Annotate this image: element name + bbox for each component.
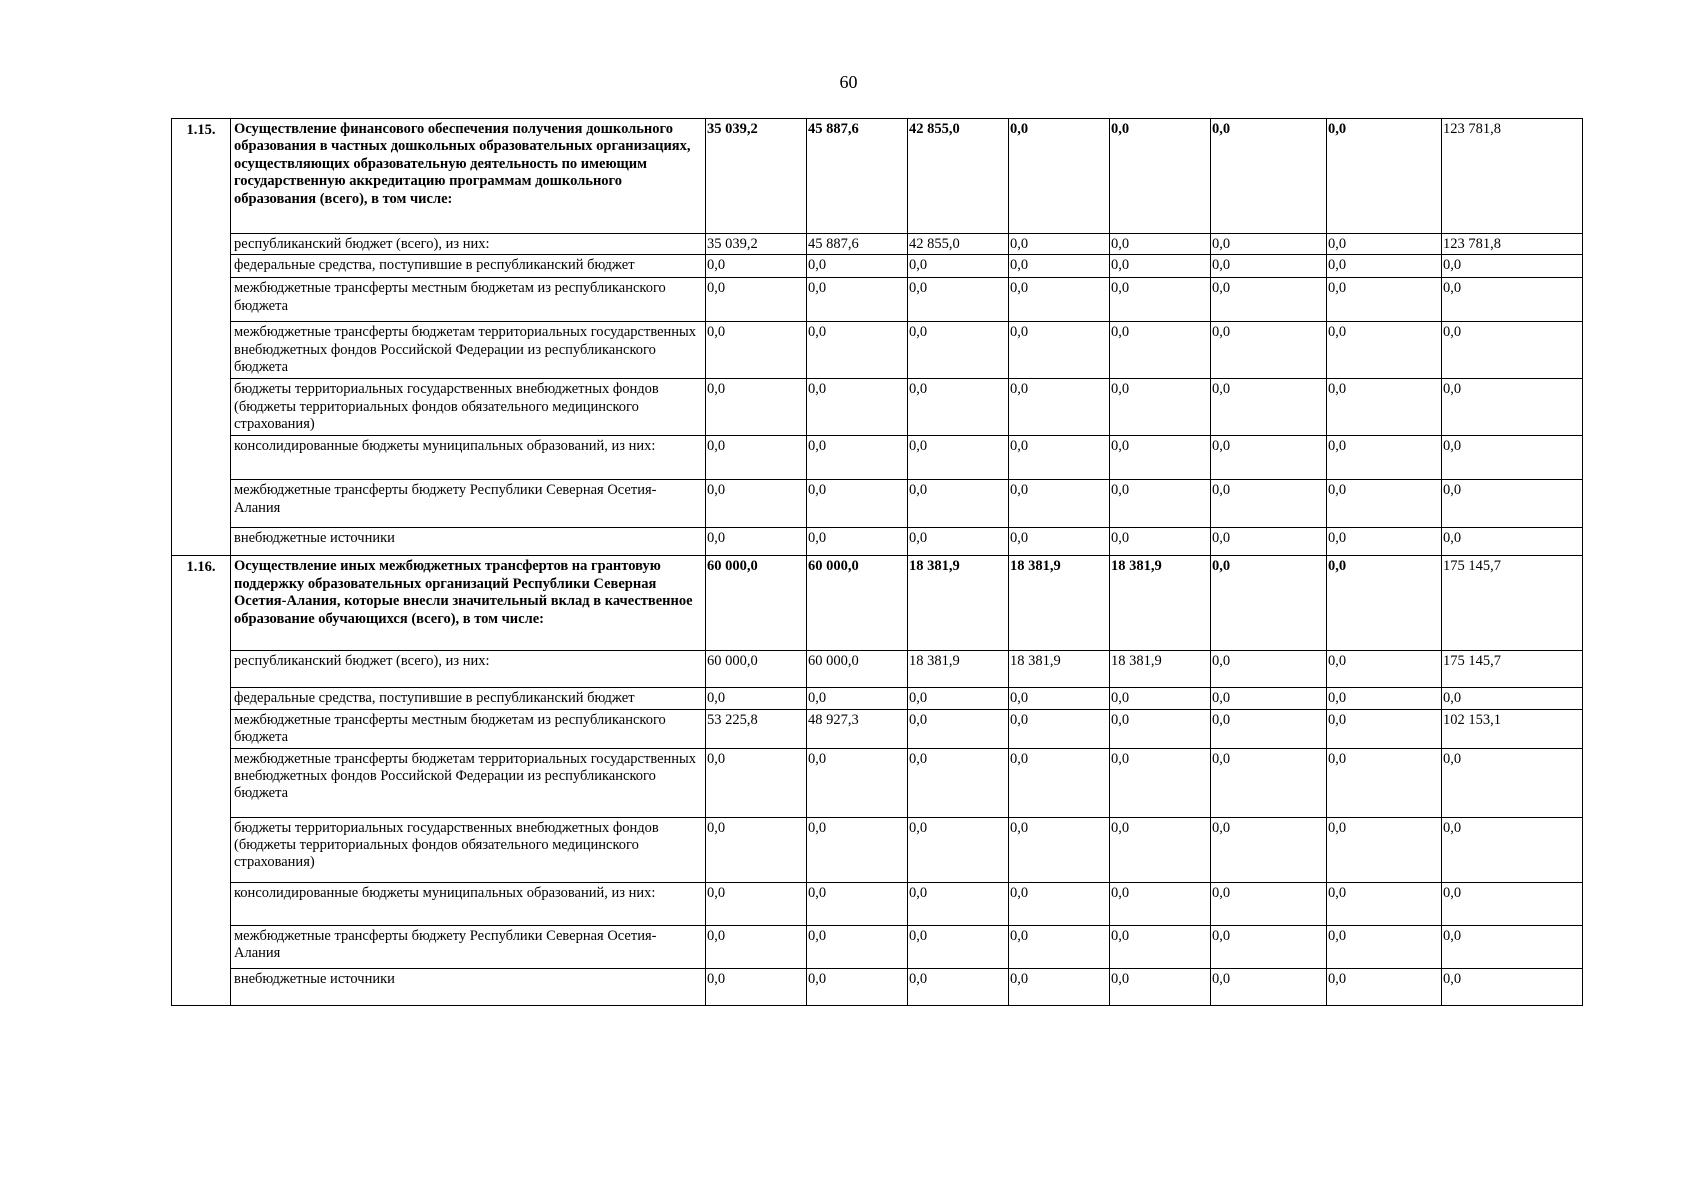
value-cell: 0,0 [706,528,807,556]
section-value-cell: 175 145,7 [1442,556,1583,651]
value-cell: 0,0 [706,278,807,322]
value-cell: 0,0 [908,436,1009,480]
value-cell: 0,0 [706,968,807,1005]
table-row [172,322,1583,379]
value-cell: 0,0 [1009,968,1110,1005]
value-cell: 0,0 [908,278,1009,322]
value-cell: 175 145,7 [1442,651,1583,688]
value-cell: 0,0 [706,817,807,882]
value-cell: 0,0 [807,817,908,882]
value-cell: 0,0 [1211,968,1327,1005]
table-row [172,882,1583,925]
value-cell: 0,0 [1327,882,1442,925]
budget-table-body [172,119,1583,1006]
value-cell: 0,0 [1442,379,1583,436]
table-row [172,651,1583,688]
value-cell: 0,0 [1211,817,1327,882]
value-cell: 0,0 [908,528,1009,556]
value-cell: 0,0 [1009,278,1110,322]
value-cell: 0,0 [1110,925,1211,968]
section-title: Осуществление иных межбюджетных трансфертов на грантовую поддержку образовательных организаций Республики Северная Осетия-Алания, которые внесли значительный вклад в качественное образование обучающихся (всего), в том числе: [231,556,706,651]
section-value-cell: 60 000,0 [706,556,807,651]
value-cell: 0,0 [1110,436,1211,480]
value-cell: 0,0 [1110,968,1211,1005]
value-cell: 0,0 [1211,234,1327,255]
value-cell: 0,0 [706,480,807,528]
value-cell: 0,0 [706,379,807,436]
value-cell: 0,0 [1327,528,1442,556]
value-cell: 0,0 [1009,748,1110,817]
section-title: Осуществление финансового обеспечения получения дошкольного образования в частных дошкольных образовательных организациях, осуществляющих образовательную деятельность по имеющим государственную аккредитацию программам дошкольного образования (всего), в том числе: [231,119,706,234]
value-cell: 0,0 [908,817,1009,882]
value-cell: 35 039,2 [706,234,807,255]
section-value-cell: 18 381,9 [1110,556,1211,651]
value-cell: 0,0 [1442,278,1583,322]
section-value-cell: 18 381,9 [908,556,1009,651]
value-cell: 0,0 [1442,255,1583,278]
value-cell: 0,0 [1110,688,1211,709]
table-row [172,234,1583,255]
value-cell: 0,0 [908,968,1009,1005]
value-cell: 0,0 [1110,234,1211,255]
section-header-row [172,556,1583,651]
value-cell: 0,0 [908,748,1009,817]
value-cell: 0,0 [1442,688,1583,709]
value-cell: 0,0 [706,748,807,817]
section-value-cell: 0,0 [1327,556,1442,651]
value-cell: 0,0 [1327,709,1442,748]
section-value-cell: 0,0 [1110,119,1211,234]
value-cell: 0,0 [1211,255,1327,278]
table-row [172,817,1583,882]
value-cell: 0,0 [908,480,1009,528]
table-row [172,709,1583,748]
value-cell: 0,0 [1327,278,1442,322]
row-label: внебюджетные источники [231,968,706,1005]
value-cell: 0,0 [1110,255,1211,278]
value-cell: 0,0 [1442,322,1583,379]
value-cell: 0,0 [706,322,807,379]
value-cell: 0,0 [1110,709,1211,748]
section-value-cell: 45 887,6 [807,119,908,234]
value-cell: 0,0 [1327,688,1442,709]
value-cell: 0,0 [807,278,908,322]
value-cell: 0,0 [1327,234,1442,255]
value-cell: 0,0 [807,436,908,480]
value-cell: 0,0 [1009,688,1110,709]
value-cell: 0,0 [1110,278,1211,322]
section-value-cell: 35 039,2 [706,119,807,234]
value-cell: 0,0 [1442,480,1583,528]
value-cell: 0,0 [1009,882,1110,925]
table-row [172,925,1583,968]
table-row [172,688,1583,709]
value-cell: 0,0 [1442,968,1583,1005]
row-label: бюджеты территориальных государственных внебюджетных фондов (бюджеты территориальных фондов обязательного медицинского страхования) [231,817,706,882]
value-cell: 0,0 [1009,379,1110,436]
value-cell: 0,0 [1110,379,1211,436]
row-label: межбюджетные трансферты бюджету Республики Северная Осетия-Алания [231,925,706,968]
row-label: республиканский бюджет (всего), из них: [231,651,706,688]
value-cell: 0,0 [908,925,1009,968]
row-label: межбюджетные трансферты бюджетам территориальных государственных внебюджетных фондов Российской Федерации из республиканского бюджета [231,748,706,817]
section-value-cell: 0,0 [1327,119,1442,234]
section-index: 1.16. [172,556,231,1005]
value-cell: 0,0 [1110,480,1211,528]
value-cell: 0,0 [1110,528,1211,556]
value-cell: 0,0 [1211,882,1327,925]
value-cell: 0,0 [1009,528,1110,556]
value-cell: 0,0 [807,882,908,925]
value-cell: 0,0 [1110,882,1211,925]
section-value-cell: 18 381,9 [1009,556,1110,651]
value-cell: 48 927,3 [807,709,908,748]
section-value-cell: 60 000,0 [807,556,908,651]
table-row [172,528,1583,556]
value-cell: 0,0 [1327,436,1442,480]
value-cell: 0,0 [908,379,1009,436]
section-value-cell: 0,0 [1211,119,1327,234]
value-cell: 0,0 [1211,322,1327,379]
value-cell: 0,0 [706,925,807,968]
table-row [172,968,1583,1005]
value-cell: 0,0 [908,709,1009,748]
value-cell: 0,0 [1211,436,1327,480]
row-label: консолидированные бюджеты муниципальных образований, из них: [231,436,706,480]
value-cell: 0,0 [807,688,908,709]
value-cell: 102 153,1 [1442,709,1583,748]
value-cell: 0,0 [1211,651,1327,688]
value-cell: 45 887,6 [807,234,908,255]
section-value-cell: 0,0 [1211,556,1327,651]
value-cell: 0,0 [1327,379,1442,436]
value-cell: 0,0 [1009,480,1110,528]
value-cell: 0,0 [908,882,1009,925]
value-cell: 0,0 [807,379,908,436]
value-cell: 0,0 [1442,925,1583,968]
value-cell: 60 000,0 [706,651,807,688]
row-label: федеральные средства, поступившие в республиканский бюджет [231,688,706,709]
value-cell: 0,0 [1442,528,1583,556]
value-cell: 0,0 [908,688,1009,709]
table-row [172,278,1583,322]
row-label: федеральные средства, поступившие в республиканский бюджет [231,255,706,278]
value-cell: 18 381,9 [1009,651,1110,688]
value-cell: 0,0 [1327,748,1442,817]
value-cell: 0,0 [908,322,1009,379]
value-cell: 18 381,9 [908,651,1009,688]
value-cell: 0,0 [706,255,807,278]
value-cell: 0,0 [807,925,908,968]
value-cell: 0,0 [807,968,908,1005]
table-row [172,379,1583,436]
value-cell: 0,0 [1110,322,1211,379]
value-cell: 0,0 [1009,255,1110,278]
value-cell: 0,0 [706,882,807,925]
value-cell: 0,0 [908,255,1009,278]
value-cell: 0,0 [1442,436,1583,480]
value-cell: 0,0 [1211,709,1327,748]
value-cell: 0,0 [1442,748,1583,817]
value-cell: 0,0 [807,748,908,817]
section-value-cell: 123 781,8 [1442,119,1583,234]
value-cell: 0,0 [1110,817,1211,882]
table-row [172,255,1583,278]
section-value-cell: 0,0 [1009,119,1110,234]
value-cell: 0,0 [1327,925,1442,968]
row-label: межбюджетные трансферты бюджету Республики Северная Осетия-Алания [231,480,706,528]
value-cell: 0,0 [1211,480,1327,528]
value-cell: 0,0 [706,436,807,480]
value-cell: 0,0 [1211,925,1327,968]
row-label: межбюджетные трансферты местным бюджетам из республиканского бюджета [231,278,706,322]
budget-table [171,118,1583,1006]
value-cell: 0,0 [1009,925,1110,968]
value-cell: 0,0 [1327,817,1442,882]
value-cell: 0,0 [1009,322,1110,379]
value-cell: 0,0 [1211,688,1327,709]
value-cell: 53 225,8 [706,709,807,748]
value-cell: 0,0 [1009,709,1110,748]
value-cell: 0,0 [1442,882,1583,925]
table-row [172,436,1583,480]
table-row [172,748,1583,817]
value-cell: 0,0 [1211,379,1327,436]
value-cell: 18 381,9 [1110,651,1211,688]
value-cell: 0,0 [1211,278,1327,322]
value-cell: 0,0 [1327,322,1442,379]
section-index: 1.15. [172,119,231,556]
value-cell: 123 781,8 [1442,234,1583,255]
value-cell: 60 000,0 [807,651,908,688]
row-label: межбюджетные трансферты бюджетам территориальных государственных внебюджетных фондов Российской Федерации из республиканского бюджета [231,322,706,379]
value-cell: 0,0 [1211,748,1327,817]
value-cell: 0,0 [1442,817,1583,882]
value-cell: 0,0 [1110,748,1211,817]
value-cell: 0,0 [807,528,908,556]
value-cell: 42 855,0 [908,234,1009,255]
section-header-row [172,119,1583,234]
value-cell: 0,0 [1327,255,1442,278]
row-label: бюджеты территориальных государственных внебюджетных фондов (бюджеты территориальных фондов обязательного медицинского страхования) [231,379,706,436]
row-label: консолидированные бюджеты муниципальных образований, из них: [231,882,706,925]
value-cell: 0,0 [1211,528,1327,556]
value-cell: 0,0 [1327,968,1442,1005]
value-cell: 0,0 [807,255,908,278]
table-row [172,480,1583,528]
value-cell: 0,0 [1327,480,1442,528]
value-cell: 0,0 [706,688,807,709]
value-cell: 0,0 [1009,817,1110,882]
row-label: республиканский бюджет (всего), из них: [231,234,706,255]
value-cell: 0,0 [1009,234,1110,255]
page-number: 60 [839,72,858,92]
value-cell: 0,0 [1327,651,1442,688]
value-cell: 0,0 [807,322,908,379]
value-cell: 0,0 [807,480,908,528]
section-value-cell: 42 855,0 [908,119,1009,234]
row-label: внебюджетные источники [231,528,706,556]
value-cell: 0,0 [1009,436,1110,480]
row-label: межбюджетные трансферты местным бюджетам из республиканского бюджета [231,709,706,748]
